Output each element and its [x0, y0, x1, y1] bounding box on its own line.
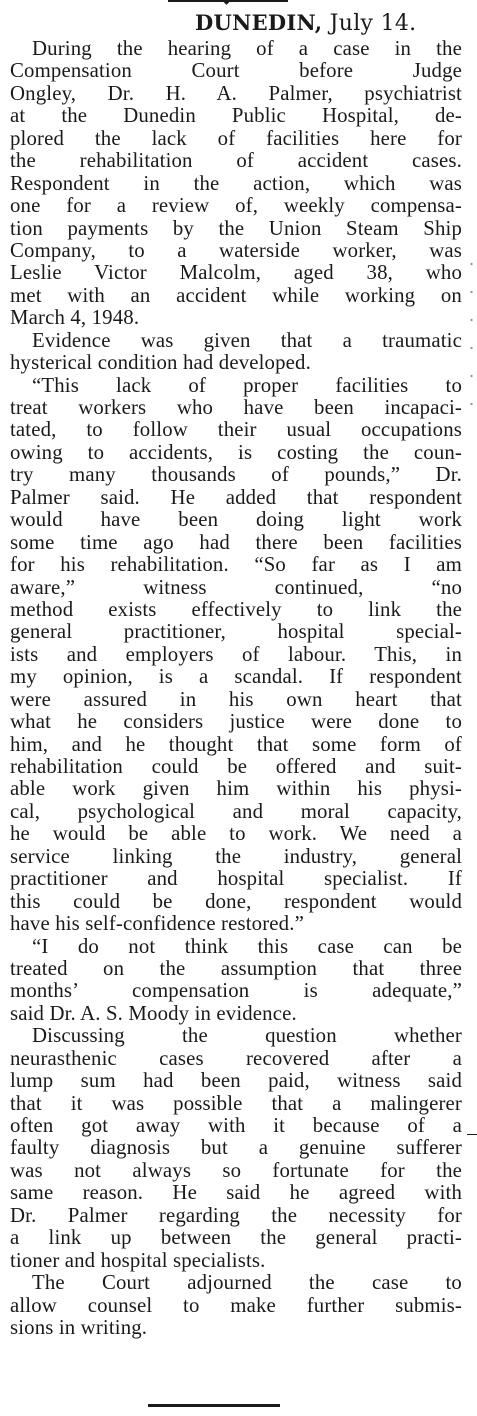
article-line: method exists effectively to link the: [10, 598, 462, 621]
article-line: Leslie Victor Malcolm, aged 38, who: [10, 262, 462, 285]
article-line: often got away with it because of a: [10, 1115, 462, 1137]
article-line: were assured in his own heart that: [10, 688, 462, 711]
article-body: [10, 38, 462, 1339]
article-line: have his self-confidence restored.”: [10, 913, 304, 936]
article-line: During the hearing of a case in the: [32, 38, 462, 60]
article-line: “I do not think this case can be: [32, 935, 462, 958]
article-line: was not always so fortunate for the: [10, 1159, 462, 1182]
article-line: Dr. Palmer regarding the necessity for: [10, 1204, 462, 1227]
article-line: allow counsel to make further submis-: [10, 1294, 462, 1317]
article-line: treat workers who have been incapaci-: [10, 397, 462, 419]
bottom-divider-rule: [148, 1404, 280, 1407]
article-line: Discussing the question whether: [32, 1025, 462, 1048]
article-line: “This lack of proper facilities to: [32, 374, 462, 397]
dateline-place: DUNEDIN,: [195, 10, 323, 35]
article-line: at the Dunedin Public Hospital, de-: [10, 105, 462, 128]
article-line: owing to accidents, is costing the coun-: [10, 441, 462, 464]
article-line: treated on the assumption that three: [10, 957, 462, 980]
article-line: neurasthenic cases recovered after a: [10, 1047, 462, 1070]
article-line: sions in writing.: [10, 1316, 148, 1339]
article-line: cal, psychological and moral capacity,: [10, 800, 462, 823]
dateline-date: July 14.: [329, 11, 417, 36]
margin-specks: [470, 250, 473, 430]
article-line: that it was possible that a malingerer: [10, 1092, 462, 1115]
article-line: hysterical condition had developed.: [10, 352, 311, 375]
article-line: what he considers justice were done to: [10, 711, 462, 734]
article-line: rehabilitation could be offered and suit-: [10, 756, 462, 778]
article-line: Company, to a waterside worker, was: [10, 239, 462, 262]
article-line: The Court adjourned the case to: [32, 1272, 462, 1295]
article-line: for his rehabilitation. “So far as I am: [10, 554, 462, 577]
article-line: Compensation Court before Judge: [10, 60, 462, 83]
article-line: able work given him within his physi-: [10, 778, 462, 801]
article-line: lump sum had been paid, witness said: [10, 1070, 462, 1093]
article-line: service linking the industry, general: [10, 845, 462, 868]
article-line: ists and employers of labour. This, in: [10, 643, 462, 666]
article-line: general practitioner, hospital special-: [10, 621, 462, 644]
article-line: same reason. He said he agreed with: [10, 1182, 462, 1205]
article-line: my opinion, is a scandal. If respondent: [10, 666, 462, 689]
article-line: faulty diagnosis but a genuine sufferer: [10, 1137, 462, 1160]
article-line: months’ compensation is adequate,”: [10, 980, 462, 1003]
article-line: a link up between the general practi-: [10, 1227, 462, 1250]
article-line: aware,” witness continued, “no: [10, 576, 462, 599]
article-line: March 4, 1948.: [10, 307, 140, 330]
article-line: met with an accident while working on: [10, 284, 462, 307]
article-line: the rehabilitation of accident cases.: [10, 150, 462, 173]
dateline: [195, 10, 465, 37]
article-line: plored the lack of facilities here for: [10, 127, 462, 150]
article-line: he would be able to work. We need a: [10, 823, 462, 846]
article-line: tion payments by the Union Steam Ship: [10, 217, 462, 240]
column-edge-mark: [467, 1134, 477, 1135]
article-line: tated, to follow their usual occupations: [10, 419, 462, 442]
article-line: would have been doing light work: [10, 509, 462, 532]
article-line: try many thousands of pounds,” Dr.: [10, 464, 462, 487]
article-line: Evidence was given that a traumatic: [32, 329, 462, 352]
article-line: one for a review of, weekly compensa-: [10, 195, 462, 218]
article-line: him, and he thought that some form of: [10, 733, 462, 756]
article-line: some time ago had there been facilities: [10, 531, 462, 554]
article-line: this could be done, respondent would: [10, 890, 462, 913]
article-line: Palmer said. He added that respondent: [10, 486, 462, 509]
article-line: tioner and hospital specialists.: [10, 1249, 266, 1272]
article-line: Ongley, Dr. H. A. Palmer, psychiatrist: [10, 82, 462, 105]
article-line: Respondent in the action, which was: [10, 172, 462, 195]
article-line: said Dr. A. S. Moody in evidence.: [10, 1002, 297, 1025]
article-line: practitioner and hospital specialist. If: [10, 868, 462, 891]
